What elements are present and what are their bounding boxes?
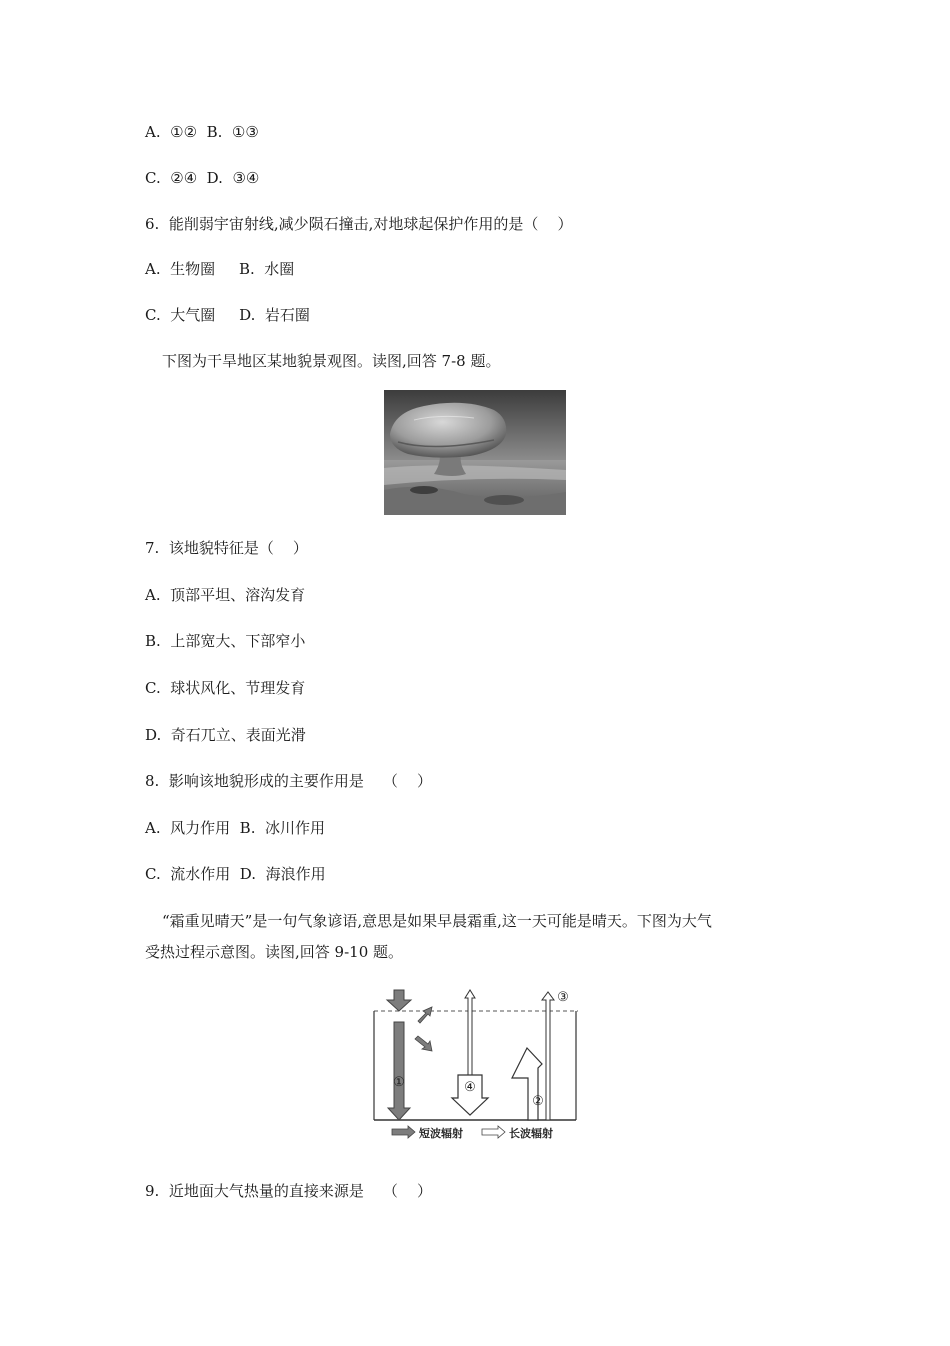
legend-short-wave-arrow [392, 1126, 415, 1138]
q8-stem: 8. 影响该地貌形成的主要作用是 （ ） [145, 772, 432, 790]
q6-option-ab: A. 生物圈 B. 水圈 [145, 260, 295, 278]
legend-short-wave-label: 短波辐射 [419, 1127, 463, 1140]
q6-stem: 6. 能削弱宇宙射线,减少陨石撞击,对地球起保护作用的是（ ） [145, 215, 573, 233]
atmosphere-heating-diagram [370, 980, 582, 1146]
label-1: ① [393, 1075, 405, 1090]
ground-long-wave-arrow [512, 1048, 542, 1120]
q7-option-d: D. 奇石兀立、表面光滑 [145, 726, 306, 744]
legend-long-wave-arrow [482, 1126, 505, 1138]
q6-option-cd: C. 大气圈 D. 岩石圈 [145, 306, 310, 324]
scattered-arrow [415, 1036, 432, 1051]
q7-option-c: C. 球状风化、节理发育 [145, 679, 306, 697]
label-4: ④ [464, 1080, 476, 1095]
short-wave-ground-arrow [388, 1022, 410, 1120]
q5-option-cd: C. ②④ D. ③④ [145, 169, 260, 187]
reflected-arrow [418, 1007, 432, 1023]
q7-option-b: B. 上部宽大、下部窄小 [145, 632, 306, 650]
intro-7-8: 下图为干旱地区某地貌景观图。读图,回答 7-8 题。 [162, 352, 501, 370]
upward-escape-arrow-4 [465, 990, 475, 1075]
q8-option-ab: A. 风力作用 B. 冰川作用 [145, 819, 326, 837]
landform-photo [384, 390, 566, 515]
q7-stem: 7. 该地貌特征是（ ） [145, 539, 308, 557]
q9-stem: 9. 近地面大气热量的直接来源是 （ ） [145, 1182, 432, 1200]
q5-option-ab: A. ①② B. ①③ [145, 123, 259, 141]
q8-option-cd: C. 流水作用 D. 海浪作用 [145, 865, 326, 883]
incoming-solar-arrow [387, 990, 411, 1011]
q7-option-a: A. 顶部平坦、溶沟发育 [145, 586, 306, 604]
intro-9-10-line1: “霜重见晴天”是一句气象谚语,意思是如果早晨霜重,这一天可能是晴天。下图为大气 [162, 912, 712, 930]
intro-9-10-line2: 受热过程示意图。读图,回答 9-10 题。 [145, 943, 404, 961]
label-2: ② [532, 1094, 544, 1109]
label-3: ③ [557, 990, 569, 1005]
legend-long-wave-label: 长波辐射 [509, 1127, 553, 1140]
